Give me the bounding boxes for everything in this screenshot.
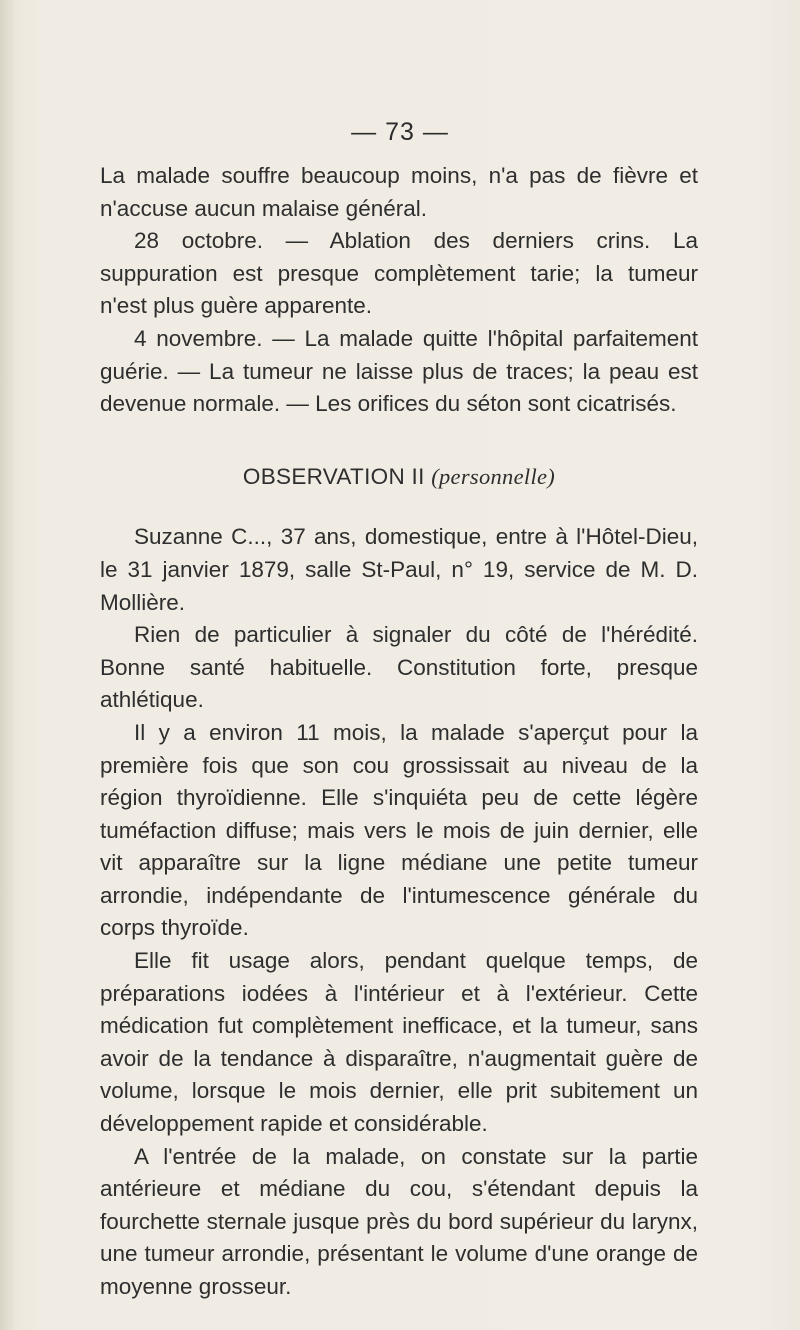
paragraph-heredite: Rien de particulier à signaler du côté de l'hérédité. Bonne santé habituelle. Constitution forte, presque athlétique. (100, 622, 698, 713)
paragraph-malaise: La malade souffre beaucoup moins, n'a pas de fièvre et n'accuse aucun malaise général. (100, 163, 698, 221)
page-spine-shadow (0, 0, 14, 1330)
page-number: — 73 — (351, 118, 449, 146)
paragraph-patient-intro: Suzanne C..., 37 ans, domestique, entre à l'Hôtel-Dieu, le 31 janvier 1879, salle St-Paul, n° 19, service de M. D. Mollière. (100, 524, 698, 615)
observation-subtitle: (personnelle) (431, 463, 556, 489)
observation-title: OBSERVATION II (242, 463, 425, 489)
body-text (100, 160, 698, 1304)
observation-heading (100, 461, 698, 494)
paragraph-history: Il y a environ 11 mois, la malade s'aperçut pour la première fois que son cou grossissait au niveau de la région thyroïdienne. Elle s'inquiéta peu de cette légère tuméfaction diffuse; mais vers le mois de juin dernier, elle vit apparaître sur la ligne médiane une petite tumeur arrondie, indépendante de l'intumescence générale du corps thyroïde. (100, 719, 698, 941)
paragraph-examination: A l'entrée de la malade, on constate sur la partie antérieure et médiane du cou, s'étendant depuis la fourchette sternale jusque près du bord supérieur du larynx, une tumeur arrondie, présentant le volume d'une orange de moyenne grosseur. (100, 1143, 698, 1299)
paragraph-treatment: Elle fit usage alors, pendant quelque temps, de préparations iodées à l'intérieur et à l'extérieur. Cette médication fut complètement inefficace, et la tumeur, sans avoir de la tendance à disparaître, n'augmentait guère de volume, lorsque le mois dernier, elle prit subitement un développement rapide et considérable. (100, 948, 698, 1137)
paragraph-4-novembre: 4 novembre. — La malade quitte l'hôpital parfaitement guérie. — La tumeur ne laisse plus de traces; la peau est devenue normale. — Les orifices du séton sont cicatrisés. (100, 325, 698, 417)
paragraph-28-octobre: 28 octobre. — Ablation des derniers crins. La suppuration est presque complètement tarie; la tumeur n'est plus guère apparente. (100, 228, 698, 319)
